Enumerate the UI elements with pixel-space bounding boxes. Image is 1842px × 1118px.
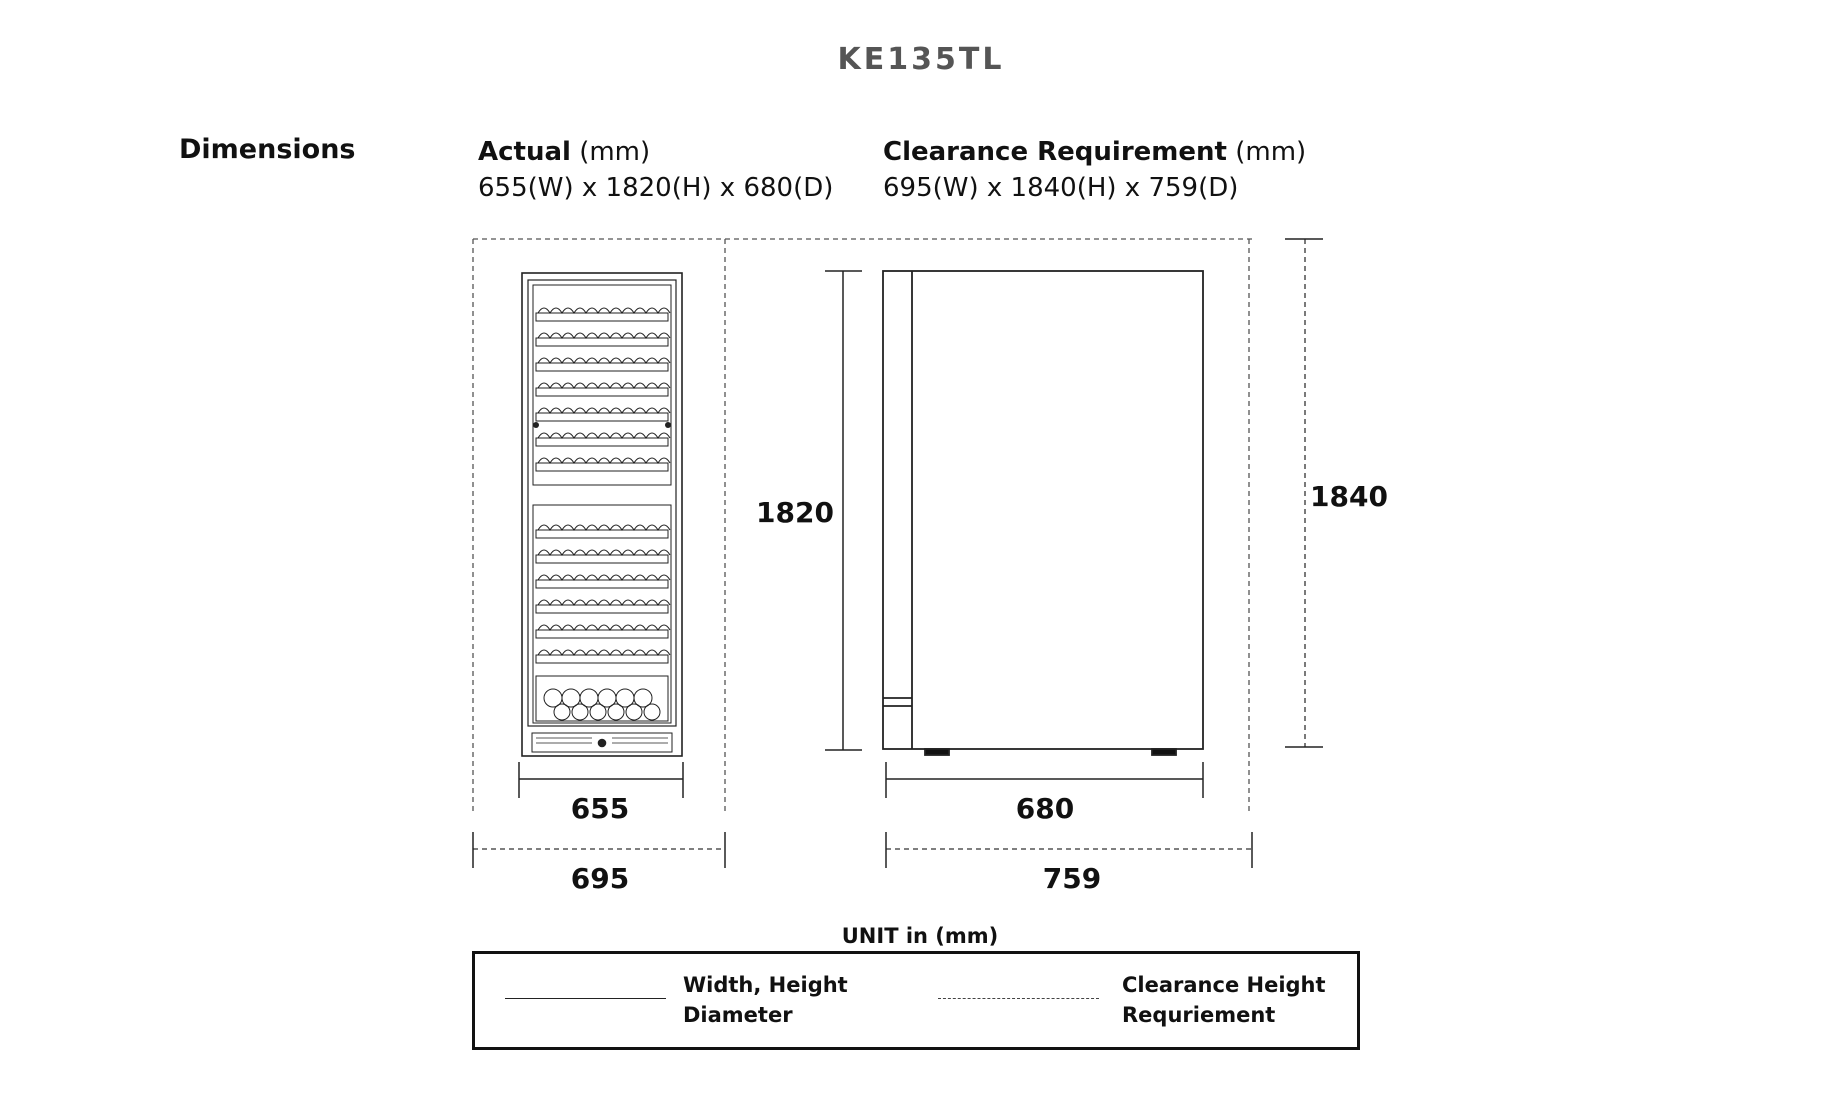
hinge-right-icon [665,422,671,428]
legend-solid-line-2: Diameter [683,1003,793,1027]
model-title: KE135TL [837,42,1005,77]
actual-label: Actual [478,137,571,167]
actual-width-label: 655 [570,792,630,825]
clearance-value: 695(W) x 1840(H) x 759(D) [883,173,1239,203]
legend-box [472,951,1360,1050]
actual-value: 655(W) x 1820(H) x 680(D) [478,173,834,203]
actual-height-label: 1820 [756,496,834,529]
legend-solid-line [505,998,666,999]
hinge-left-icon [533,422,539,428]
clearance-height-label: 1840 [1310,480,1388,513]
actual-depth-label: 680 [1015,792,1075,825]
bottom-bottle-rack [536,676,668,721]
lower-shelves [536,525,670,663]
legend-dashed-line-2: Requriement [1122,1003,1276,1027]
legend-dashed-text [1122,970,1326,1030]
unit-note: UNIT in (mm) [841,924,999,948]
legend-dashed-line-1: Clearance Height [1122,973,1326,997]
front-view-cabinet [522,273,682,756]
actual-unit: (mm) [579,137,651,167]
clearance-unit: (mm) [1235,137,1307,167]
upper-shelves [536,308,670,471]
section-label: Dimensions [179,134,356,165]
legend-solid-line-1: Width, Height [683,973,848,997]
clearance-width-label: 695 [570,862,630,895]
side-view-cabinet [883,271,1203,755]
legend-solid-text [683,970,848,1030]
clearance-depth-label: 759 [1042,862,1102,895]
clearance-label: Clearance Requirement [883,137,1227,167]
legend-dashed-line [938,998,1099,999]
